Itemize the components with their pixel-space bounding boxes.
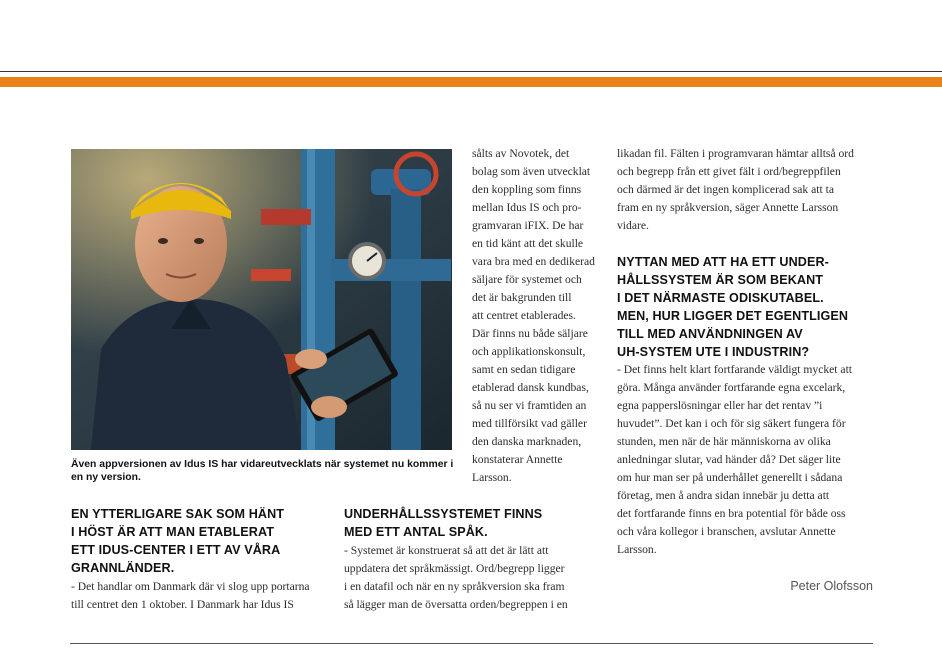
body-line: bolag som även utvecklat — [472, 165, 591, 178]
body-line: fram en ny språkversion, säger Annette Larsson — [617, 201, 839, 214]
heading-line: GRANNLÄNDER. — [71, 561, 175, 575]
body-line: det är bakgrunden till — [472, 291, 572, 304]
body-line: och applikationskonsult, — [472, 345, 586, 358]
heading-line: NYTTAN MED ATT HA ETT UNDER- — [617, 255, 829, 269]
heading-line: UNDERHÅLLSSYSTEMET FINNS — [344, 507, 543, 521]
body-line: vara bra med en dedikerad — [472, 255, 595, 268]
column-middle-body — [344, 542, 602, 614]
heading-line: I HÖST ÄR ATT MAN ETABLERAT — [71, 525, 275, 539]
body-line: och begrepp från ett givet fält i ord/begreppfilen — [617, 165, 841, 178]
body-line: samt en sedan tidigare — [472, 363, 576, 376]
body-line: - Det finns helt klart fortfarande väldigt mycket att — [617, 363, 853, 376]
body-line: likadan fil. Fälten i programvaran hämtar alltså ord — [617, 147, 854, 160]
body-line: om hur man ser på underhållet generellt i sådana — [617, 471, 843, 484]
body-line: så lägger man de översatta orden/begreppen i en — [344, 598, 568, 611]
body-line: göra. Många använder fortfarande egna excelark, — [617, 381, 846, 394]
photo-caption: Även appversionen av Idus IS har vidareutvecklats när systemet nu kommer i en ny version. — [71, 459, 454, 483]
column-right — [617, 145, 875, 559]
column-middle-bottom — [344, 505, 602, 614]
body-line: egna papperslösningar eller har det rentav ”i — [617, 399, 823, 412]
body-line: gramvaran iFIX. De har — [472, 219, 584, 232]
body-line: etablerad dansk kundbas, — [472, 381, 589, 394]
body-line: Larsson. — [472, 471, 512, 484]
body-line: det fortfarande finns en bra potential för både oss — [617, 507, 846, 520]
body-line: Larsson. — [617, 543, 657, 556]
body-line: stunden, men när de här människorna av olika — [617, 435, 831, 448]
heading-line: TILL MED ANVÄNDNINGEN AV — [617, 327, 803, 341]
body-line: uppdatera det språkmässigt. Ord/begrepp ligger — [344, 562, 565, 575]
column-middle-heading — [344, 505, 602, 541]
body-line: en tid känt att det skulle — [472, 237, 584, 250]
column-left — [71, 505, 329, 614]
heading-line: MED ETT ANTAL SPÅK. — [344, 525, 488, 539]
body-line: den koppling som finns — [472, 183, 582, 196]
body-line: Där finns nu både säljare — [472, 327, 588, 340]
body-line: - Det handlar om Danmark där vi slog upp portarna — [71, 580, 310, 593]
body-line: mellan Idus IS och pro- — [472, 201, 582, 214]
author-byline: Peter Olofsson — [790, 579, 873, 593]
body-line: så nu ser vi framtiden an — [472, 399, 587, 412]
top-rule — [0, 71, 942, 72]
accent-band — [0, 77, 942, 87]
body-line: att centret etablerades. — [472, 309, 576, 322]
body-line: och våra kollegor i branschen, avslutar Annette — [617, 525, 836, 538]
body-line: - Systemet är konstruerat så att det är lätt att — [344, 544, 549, 557]
body-line: vidare. — [617, 219, 649, 232]
body-line: säljare för systemet och — [472, 273, 582, 286]
body-line: anledningar slutar, vad händer då? Det säger lite — [617, 453, 841, 466]
column-left-heading — [71, 505, 329, 577]
article-photo — [71, 149, 452, 450]
body-line: huvudet”. Det kan i och för sig säkert fungera för — [617, 417, 846, 430]
column-right-heading — [617, 253, 875, 361]
heading-line: HÅLLSSYSTEM ÄR SOM BEKANT — [617, 273, 824, 287]
body-line: och därmed är det ingen komplicerad sak att ta — [617, 183, 834, 196]
body-line: till centret den 1 oktober. I Danmark har Idus IS — [71, 598, 294, 611]
body-line: sålts av Novotek, det — [472, 147, 570, 160]
heading-line: EN YTTERLIGARE SAK SOM HÄNT — [71, 507, 285, 521]
column-middle-top — [472, 145, 602, 487]
bottom-rule — [70, 643, 873, 644]
column-left-body — [71, 578, 329, 614]
body-line: konstaterar Annette — [472, 453, 563, 466]
body-line: företag, men å andra sidan innebär ju detta att — [617, 489, 830, 502]
column-right-top — [617, 145, 875, 235]
column-right-body — [617, 361, 875, 559]
body-line: i en datafil och när en ny språkversion ska fram — [344, 580, 565, 593]
body-line: den danska marknaden, — [472, 435, 582, 448]
heading-line: ETT IDUS-CENTER I ETT AV VÅRA — [71, 543, 281, 557]
heading-line: I DET NÄRMASTE ODISKUTABEL. — [617, 291, 824, 305]
body-line: med tillförsikt vad gäller — [472, 417, 587, 430]
heading-line: MEN, HUR LIGGER DET EGENTLIGEN — [617, 309, 849, 323]
heading-line: UH-SYSTEM UTE I INDUSTRIN? — [617, 345, 810, 359]
